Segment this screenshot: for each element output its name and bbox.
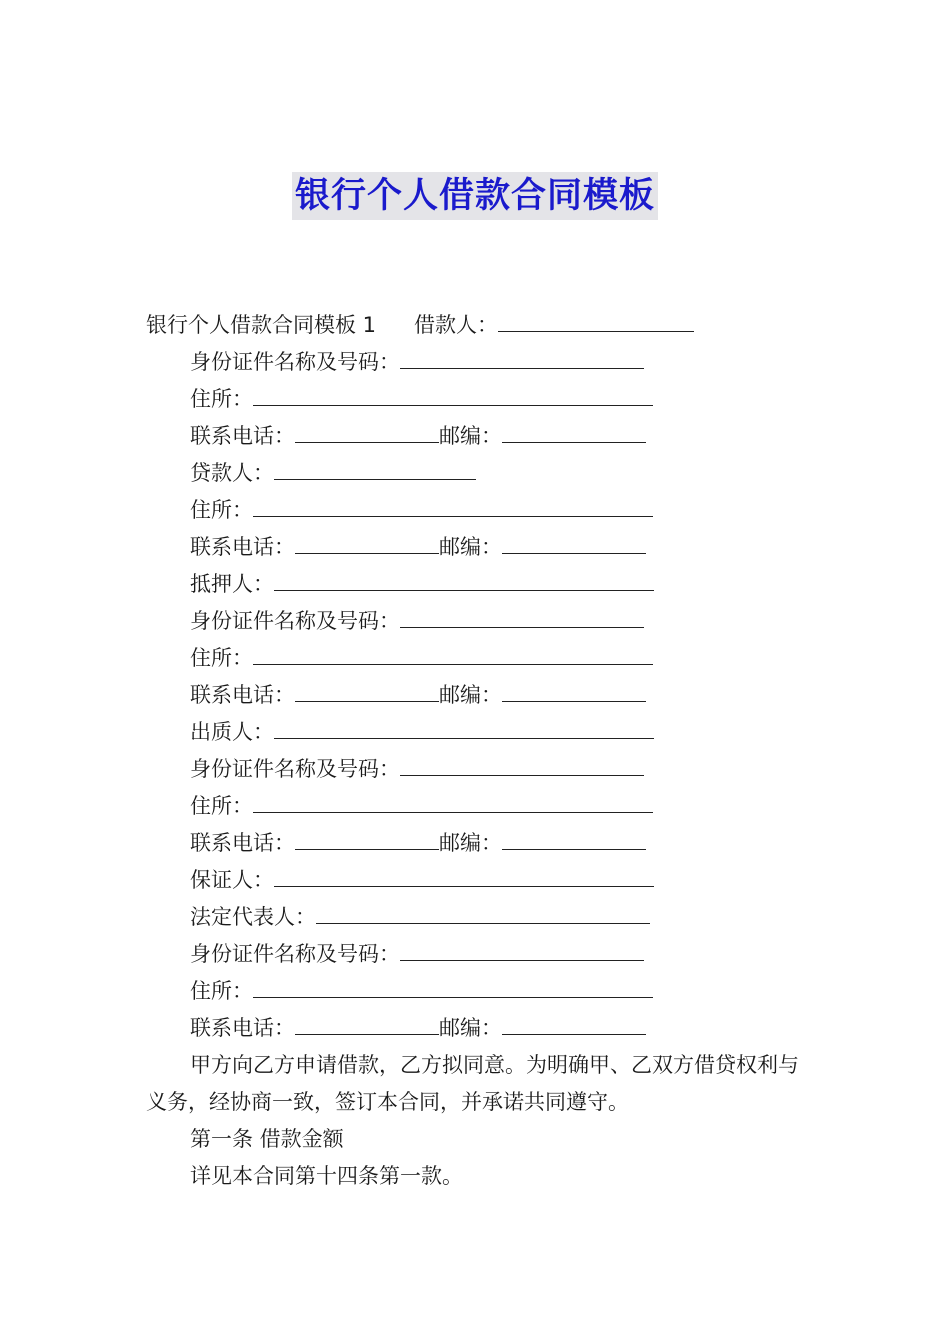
field-row xyxy=(190,640,653,673)
field-blank xyxy=(253,381,653,406)
article-1-text: 详见本合同第十四条第一款。 xyxy=(190,1164,463,1188)
field-label: 身份证件名称及号码： xyxy=(190,757,400,781)
field-row xyxy=(190,825,646,858)
field-row xyxy=(190,788,653,821)
field-label: 抵押人： xyxy=(190,572,274,596)
title-text: 银行个人借款合同模板 xyxy=(292,172,658,220)
field-label: 住所： xyxy=(190,387,253,411)
field-row xyxy=(190,455,476,488)
postcode-label: 邮编： xyxy=(439,683,502,707)
field-label: 住所： xyxy=(190,498,253,522)
article-1-title: 第一条 借款金额 xyxy=(190,1127,344,1151)
postcode-blank xyxy=(502,1010,646,1035)
field-blank xyxy=(400,936,644,961)
field-blank xyxy=(274,566,654,591)
field-label: 身份证件名称及号码： xyxy=(190,609,400,633)
field-label: 保证人： xyxy=(190,868,274,892)
heading-line xyxy=(146,307,694,340)
field-blank xyxy=(274,455,476,480)
field-blank xyxy=(274,714,654,739)
postcode-label: 邮编： xyxy=(439,1016,502,1040)
field-label: 贷款人： xyxy=(190,461,274,485)
document-title xyxy=(0,172,950,220)
postcode-blank xyxy=(502,418,646,443)
field-blank xyxy=(400,344,644,369)
field-row xyxy=(190,677,646,710)
field-label: 联系电话： xyxy=(190,1016,295,1040)
postcode-blank xyxy=(502,677,646,702)
field-label: 联系电话： xyxy=(190,683,295,707)
field-blank xyxy=(253,640,653,665)
borrower-label: 借款人： xyxy=(414,313,499,337)
field-row xyxy=(190,1010,646,1043)
field-label: 住所： xyxy=(190,646,253,670)
field-row xyxy=(190,973,653,1006)
field-blank xyxy=(316,899,650,924)
field-row xyxy=(190,492,653,525)
field-row xyxy=(190,714,654,747)
field-row xyxy=(190,899,650,932)
field-blank xyxy=(400,751,644,776)
field-blank xyxy=(253,492,653,517)
field-row xyxy=(190,566,654,599)
postcode-label: 邮编： xyxy=(439,424,502,448)
field-label: 联系电话： xyxy=(190,535,295,559)
field-blank xyxy=(295,677,439,702)
field-blank xyxy=(400,603,644,628)
field-blank xyxy=(295,825,439,850)
postcode-label: 邮编： xyxy=(439,831,502,855)
field-row xyxy=(190,529,646,562)
field-label: 联系电话： xyxy=(190,831,295,855)
field-blank xyxy=(253,788,653,813)
field-row xyxy=(190,381,653,414)
field-label: 出质人： xyxy=(190,720,274,744)
postcode-label: 邮编： xyxy=(439,535,502,559)
field-row xyxy=(190,936,644,969)
field-row xyxy=(190,603,644,636)
postcode-blank xyxy=(502,825,646,850)
field-blank xyxy=(295,1010,439,1035)
field-row xyxy=(190,344,644,377)
field-blank xyxy=(295,529,439,554)
field-label: 法定代表人： xyxy=(190,905,316,929)
field-label: 身份证件名称及号码： xyxy=(190,942,400,966)
field-label: 住所： xyxy=(190,979,253,1003)
field-blank xyxy=(253,973,653,998)
borrower-blank xyxy=(498,307,694,332)
field-blank xyxy=(274,862,654,887)
field-row xyxy=(190,418,646,451)
field-row xyxy=(190,751,644,784)
intro-paragraph: 甲方向乙方申请借款，乙方拟同意。为明确甲、乙双方借贷权利与义务，经协商一致，签订本合同，并承诺共同遵守。 xyxy=(146,1053,799,1114)
field-blank xyxy=(295,418,439,443)
field-label: 联系电话： xyxy=(190,424,295,448)
field-label: 住所： xyxy=(190,794,253,818)
section-heading: 银行个人借款合同模板 1 xyxy=(146,313,377,337)
field-row xyxy=(190,862,654,895)
postcode-blank xyxy=(502,529,646,554)
field-label: 身份证件名称及号码： xyxy=(190,350,400,374)
